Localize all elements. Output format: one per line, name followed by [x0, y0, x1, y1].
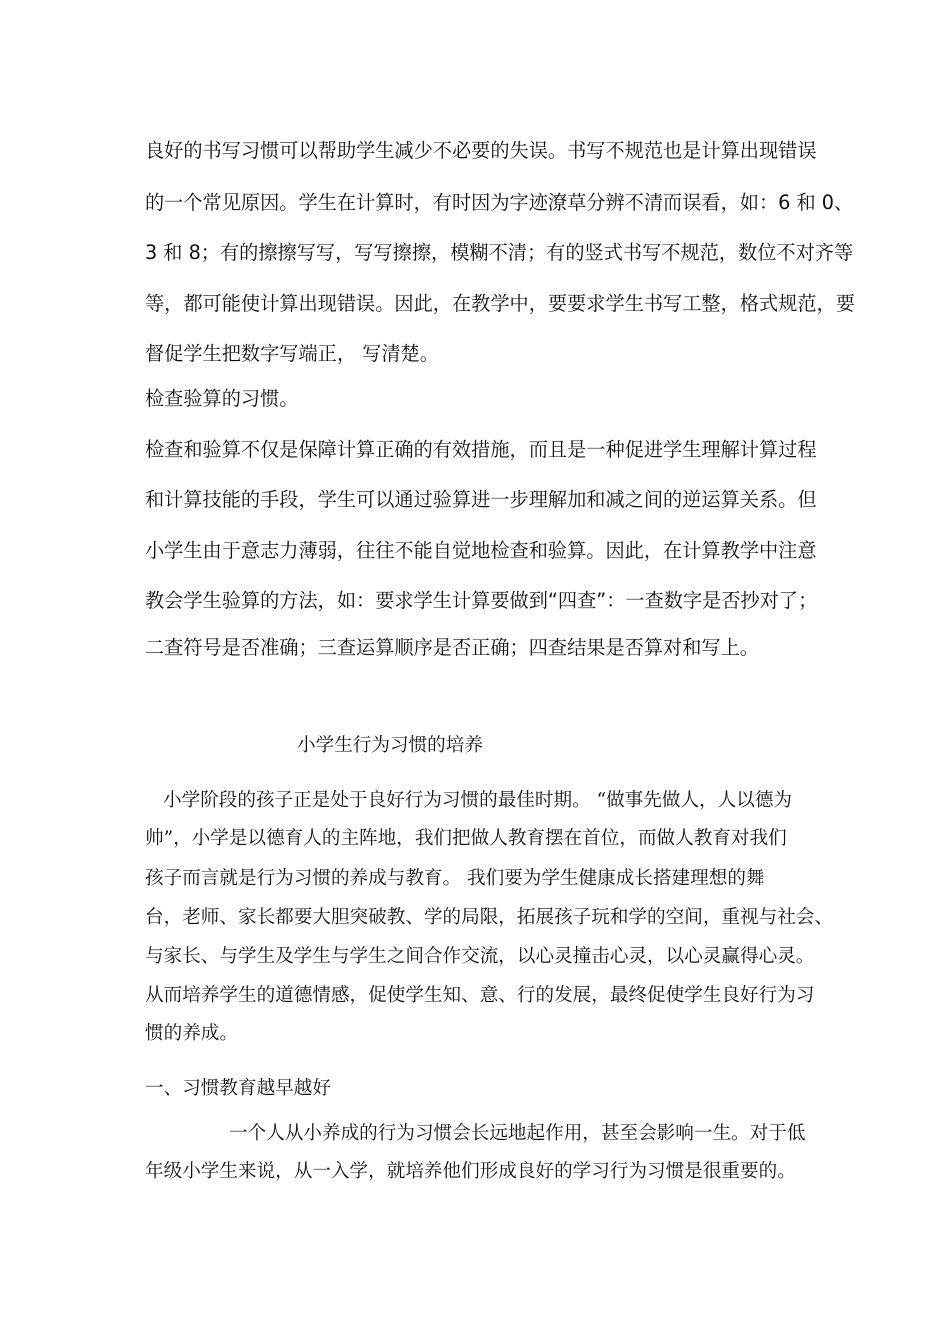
paragraph-line: 年级小学生来说，从一入学，就培养他们形成良好的学习行为习惯是很重要的。	[145, 1161, 796, 1182]
paragraph-line: 等，都可能使计算出现错误。因此，在教学中，要要求学生书写工整，格式规范，要	[145, 292, 855, 315]
paragraph-line: 一个人从小养成的行为习惯会长远地起作用，甚至会影响一生。对于低	[229, 1123, 806, 1144]
paragraph-line: 督促学生把数字写端正， 写清楚。	[145, 342, 439, 365]
section-heading: 检查验算的习惯。	[145, 387, 299, 410]
paragraph-line: 孩子而言就是行为习惯的养成与教育。 我们要为学生健康成长搭建理想的舞	[145, 868, 765, 889]
paragraph-line: 检查和验算不仅是保障计算正确的有效措施，而且是一种促进学生理解计算过程	[145, 438, 817, 461]
section-heading: 一、习惯教育越早越好	[145, 1078, 331, 1099]
paragraph-line: 的一个常见原因。学生在计算时，有时因为字迹潦草分辨不清而误看，如：6 和 0、	[145, 191, 854, 214]
paragraph-line: 教会学生验算的方法，如：要求学生计算要做到“四查”：一查数字是否抄对了；	[145, 589, 818, 612]
paragraph-line: 3 和 8；有的擦擦写写，写写擦擦，模糊不清；有的竖式书写不规范，数位不对齐等	[145, 241, 854, 264]
paragraph-line: 小学生由于意志力薄弱，往往不能自觉地检查和验算。因此，在计算教学中注意	[145, 539, 817, 562]
paragraph-line: 与家长、与学生及学生与学生之间合作交流，以心灵撞击心灵，以心灵赢得心灵。	[145, 946, 815, 967]
paragraph-line: 小学阶段的孩子正是处于良好行为习惯的最佳时期。 “做事先做人，人以德为	[163, 790, 793, 811]
paragraph-line: 和计算技能的手段，学生可以通过验算进一步理解加和减之间的逆运算关系。但	[145, 488, 817, 511]
paragraph-line: 从而培养学生的道德情感，促使学生知、意、行的发展，最终促使学生良好行为习	[145, 985, 815, 1006]
paragraph-line: 帅”，小学是以德育人的主阵地，我们把做人教育摆在首位，而做人教育对我们	[145, 828, 787, 849]
paragraph-line: 良好的书写习惯可以帮助学生减少不必要的失误。书写不规范也是计算出现错误	[145, 139, 817, 162]
article-title: 小学生行为习惯的培养	[297, 735, 483, 756]
paragraph-line: 台，老师、家长都要大胆突破教、学的局限，拓展孩子玩和学的空间，重视与社会、	[145, 907, 833, 928]
paragraph-line: 惯的养成。	[145, 1023, 238, 1044]
paragraph-line: 二查符号是否准确；三查运算顺序是否正确；四查结果是否算对和写上。	[145, 636, 759, 659]
